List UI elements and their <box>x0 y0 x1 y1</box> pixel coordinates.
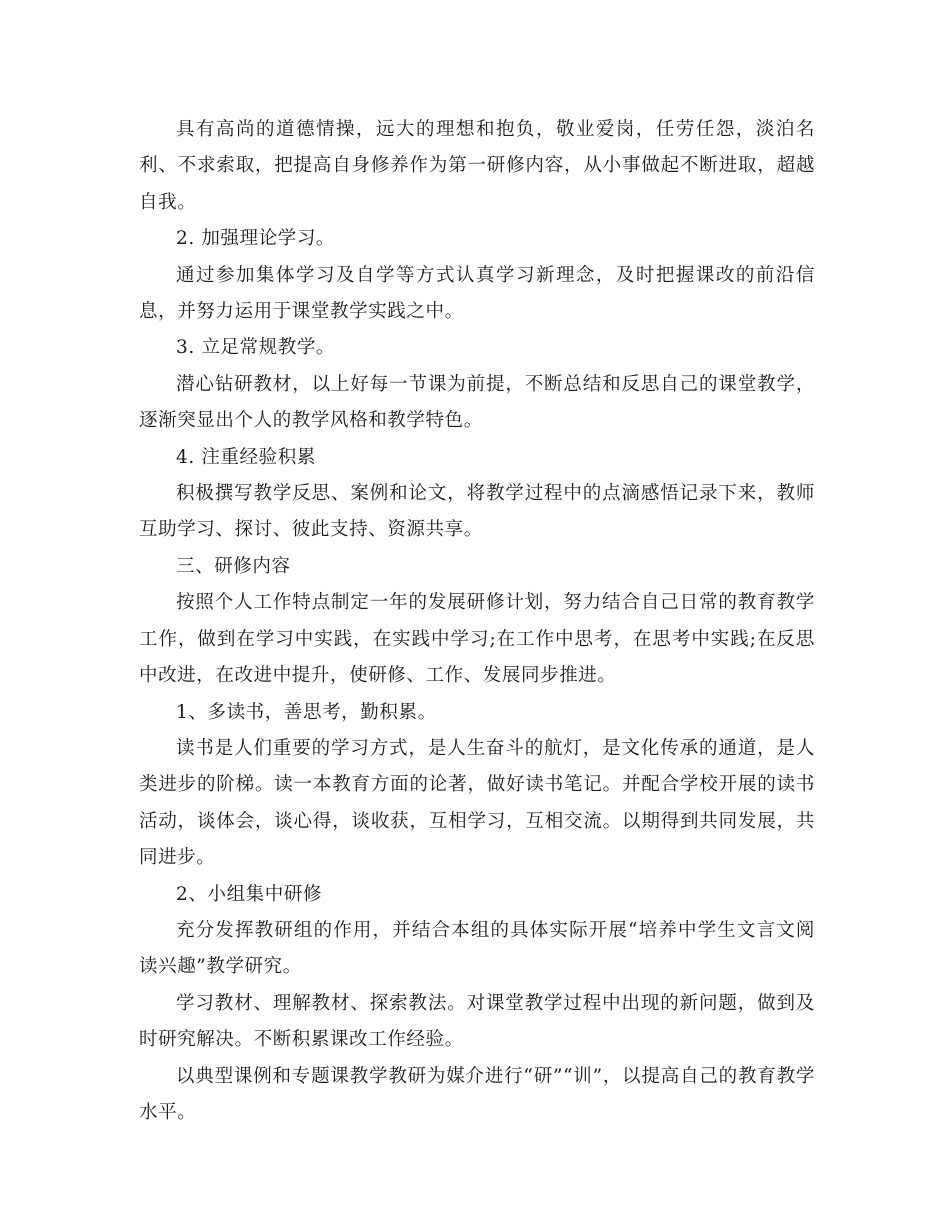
paragraph-reading: 读书是人们重要的学习方式，是人生奋斗的航灯，是文化传承的通道，是人类进步的阶梯。读一本教育方面的论著，做好读书笔记。并配合学校开展的读书活动，谈体会，谈心得，谈收获，互相学习，互相交流。以期得到共同发展，共同进步。 <box>139 737 815 869</box>
heading-experience: 4. 注重经验积累 <box>176 446 316 468</box>
document-body <box>139 112 815 1131</box>
heading-routine-teaching: 3. 立足常规教学。 <box>176 337 336 359</box>
heading-reading: 1、多读书，善思考，勤积累。 <box>176 701 437 723</box>
paragraph-moral-cultivation: 具有高尚的道德情操，远大的理想和抱负，敬业爱岗，任劳任怨，淡泊名利、不求索取，把提高自身修养作为第一研修内容，从小事做起不断进取，超越自我。 <box>139 119 815 213</box>
paragraph-case-study: 以典型课例和专题课教学教研为媒介进行“研”“训”，以提高自己的教育教学水平。 <box>139 1065 815 1123</box>
paragraph-theory-study: 通过参加集体学习及自学等方式认真学习新理念，及时把握课改的前沿信息，并努力运用于课堂教学实践之中。 <box>139 264 815 323</box>
section-heading-research-content: 三、研修内容 <box>176 555 291 577</box>
heading-strengthen-theory: 2. 加强理论学习。 <box>176 228 336 250</box>
paragraph-group-study: 充分发挥教研组的作用，并结合本组的具体实际开展“培养中学生文言文阅读兴趣”教学研究。 <box>139 919 815 978</box>
paragraph-research-plan: 按照个人工作特点制定一年的发展研修计划，努力结合自己日常的教育教学工作，做到在学习中实践，在实践中学习;在工作中思考，在思考中实践;在反思中改进，在改进中提升，使研修、工作、发展同步推进。 <box>139 592 815 687</box>
paragraph-materials: 学习教材、理解教材、探索教法。对课堂教学过程中出现的新问题，做到及时研究解决。不断积累课改工作经验。 <box>139 992 815 1051</box>
heading-group-study: 2、小组集中研修 <box>176 883 323 905</box>
paragraph-routine-teaching: 潜心钻研教材，以上好每一节课为前提，不断总结和反思自己的课堂教学，逐渐突显出个人的教学风格和教学特色。 <box>139 373 815 432</box>
paragraph-experience: 积极撰写教学反思、案例和论文，将教学过程中的点滴感悟记录下来，教师互助学习、探讨、彼此支持、资源共享。 <box>139 483 815 541</box>
